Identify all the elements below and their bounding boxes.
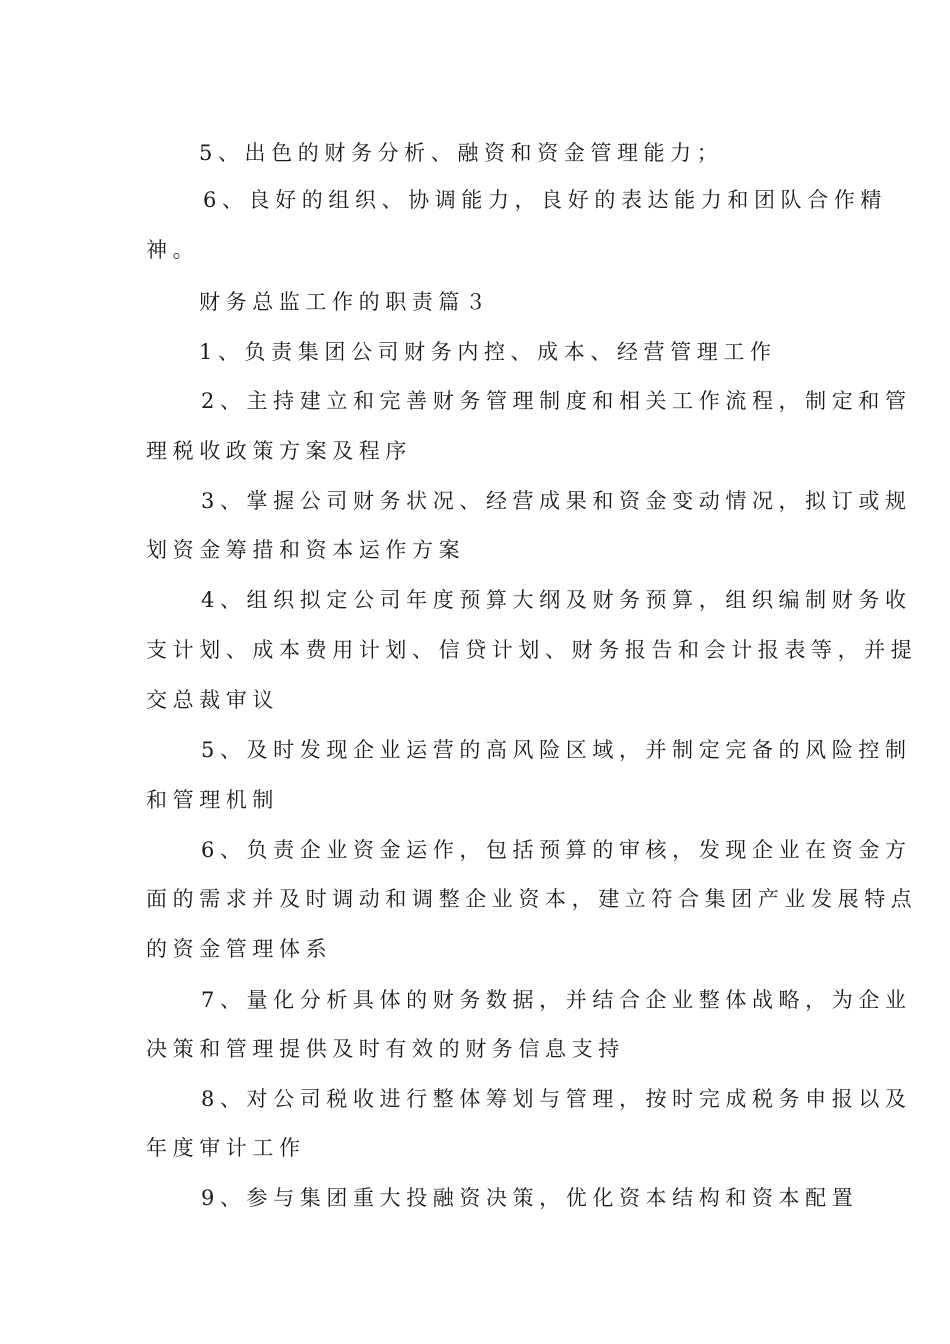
section-heading: 财务总监工作的职责篇３	[199, 290, 492, 314]
text-line: 5、及时发现企业运营的高风险区域，并制定完备的风险控制	[201, 738, 912, 762]
text-line: 支计划、成本费用计划、信贷计划、财务报告和会计报表等，并提	[146, 638, 918, 662]
text-line: 划资金筹措和资本运作方案	[146, 538, 466, 562]
text-line: 和管理机制	[146, 788, 279, 812]
text-line: 决策和管理提供及时有效的财务信息支持	[146, 1037, 625, 1061]
text-line: 4、组织拟定公司年度预算大纲及财务预算，组织编制财务收	[201, 588, 912, 612]
text-line: 6、良好的组织、协调能力，良好的表达能力和团队合作精	[203, 188, 887, 212]
text-line: 7、量化分析具体的财务数据，并结合企业整体战略，为企业	[201, 988, 912, 1012]
text-line: 年度审计工作	[146, 1136, 306, 1160]
text-line: 理税收政策方案及程序	[146, 439, 412, 463]
text-line: 2、主持建立和完善财务管理制度和相关工作流程，制定和管	[201, 389, 912, 413]
text-line: 3、掌握公司财务状况、经营成果和资金变动情况，拟订或规	[201, 489, 912, 513]
text-line: 面的需求并及时调动和调整企业资本，建立符合集团产业发展特点	[146, 887, 918, 911]
text-line: 交总裁审议	[146, 688, 279, 712]
text-line: 的资金管理体系	[146, 937, 333, 961]
text-line: 5、出色的财务分析、融资和资金管理能力；	[199, 141, 724, 165]
text-line: 神。	[146, 238, 200, 262]
text-line: 9、参与集团重大投融资决策，优化资本结构和资本配置	[201, 1186, 859, 1210]
text-line: 8、对公司税收进行整体筹划与管理，按时完成税务申报以及	[201, 1087, 912, 1111]
text-line: 1、负责集团公司财务内控、成本、经营管理工作	[199, 340, 777, 364]
text-line: 6、负责企业资金运作，包括预算的审核，发现企业在资金方	[201, 838, 912, 862]
